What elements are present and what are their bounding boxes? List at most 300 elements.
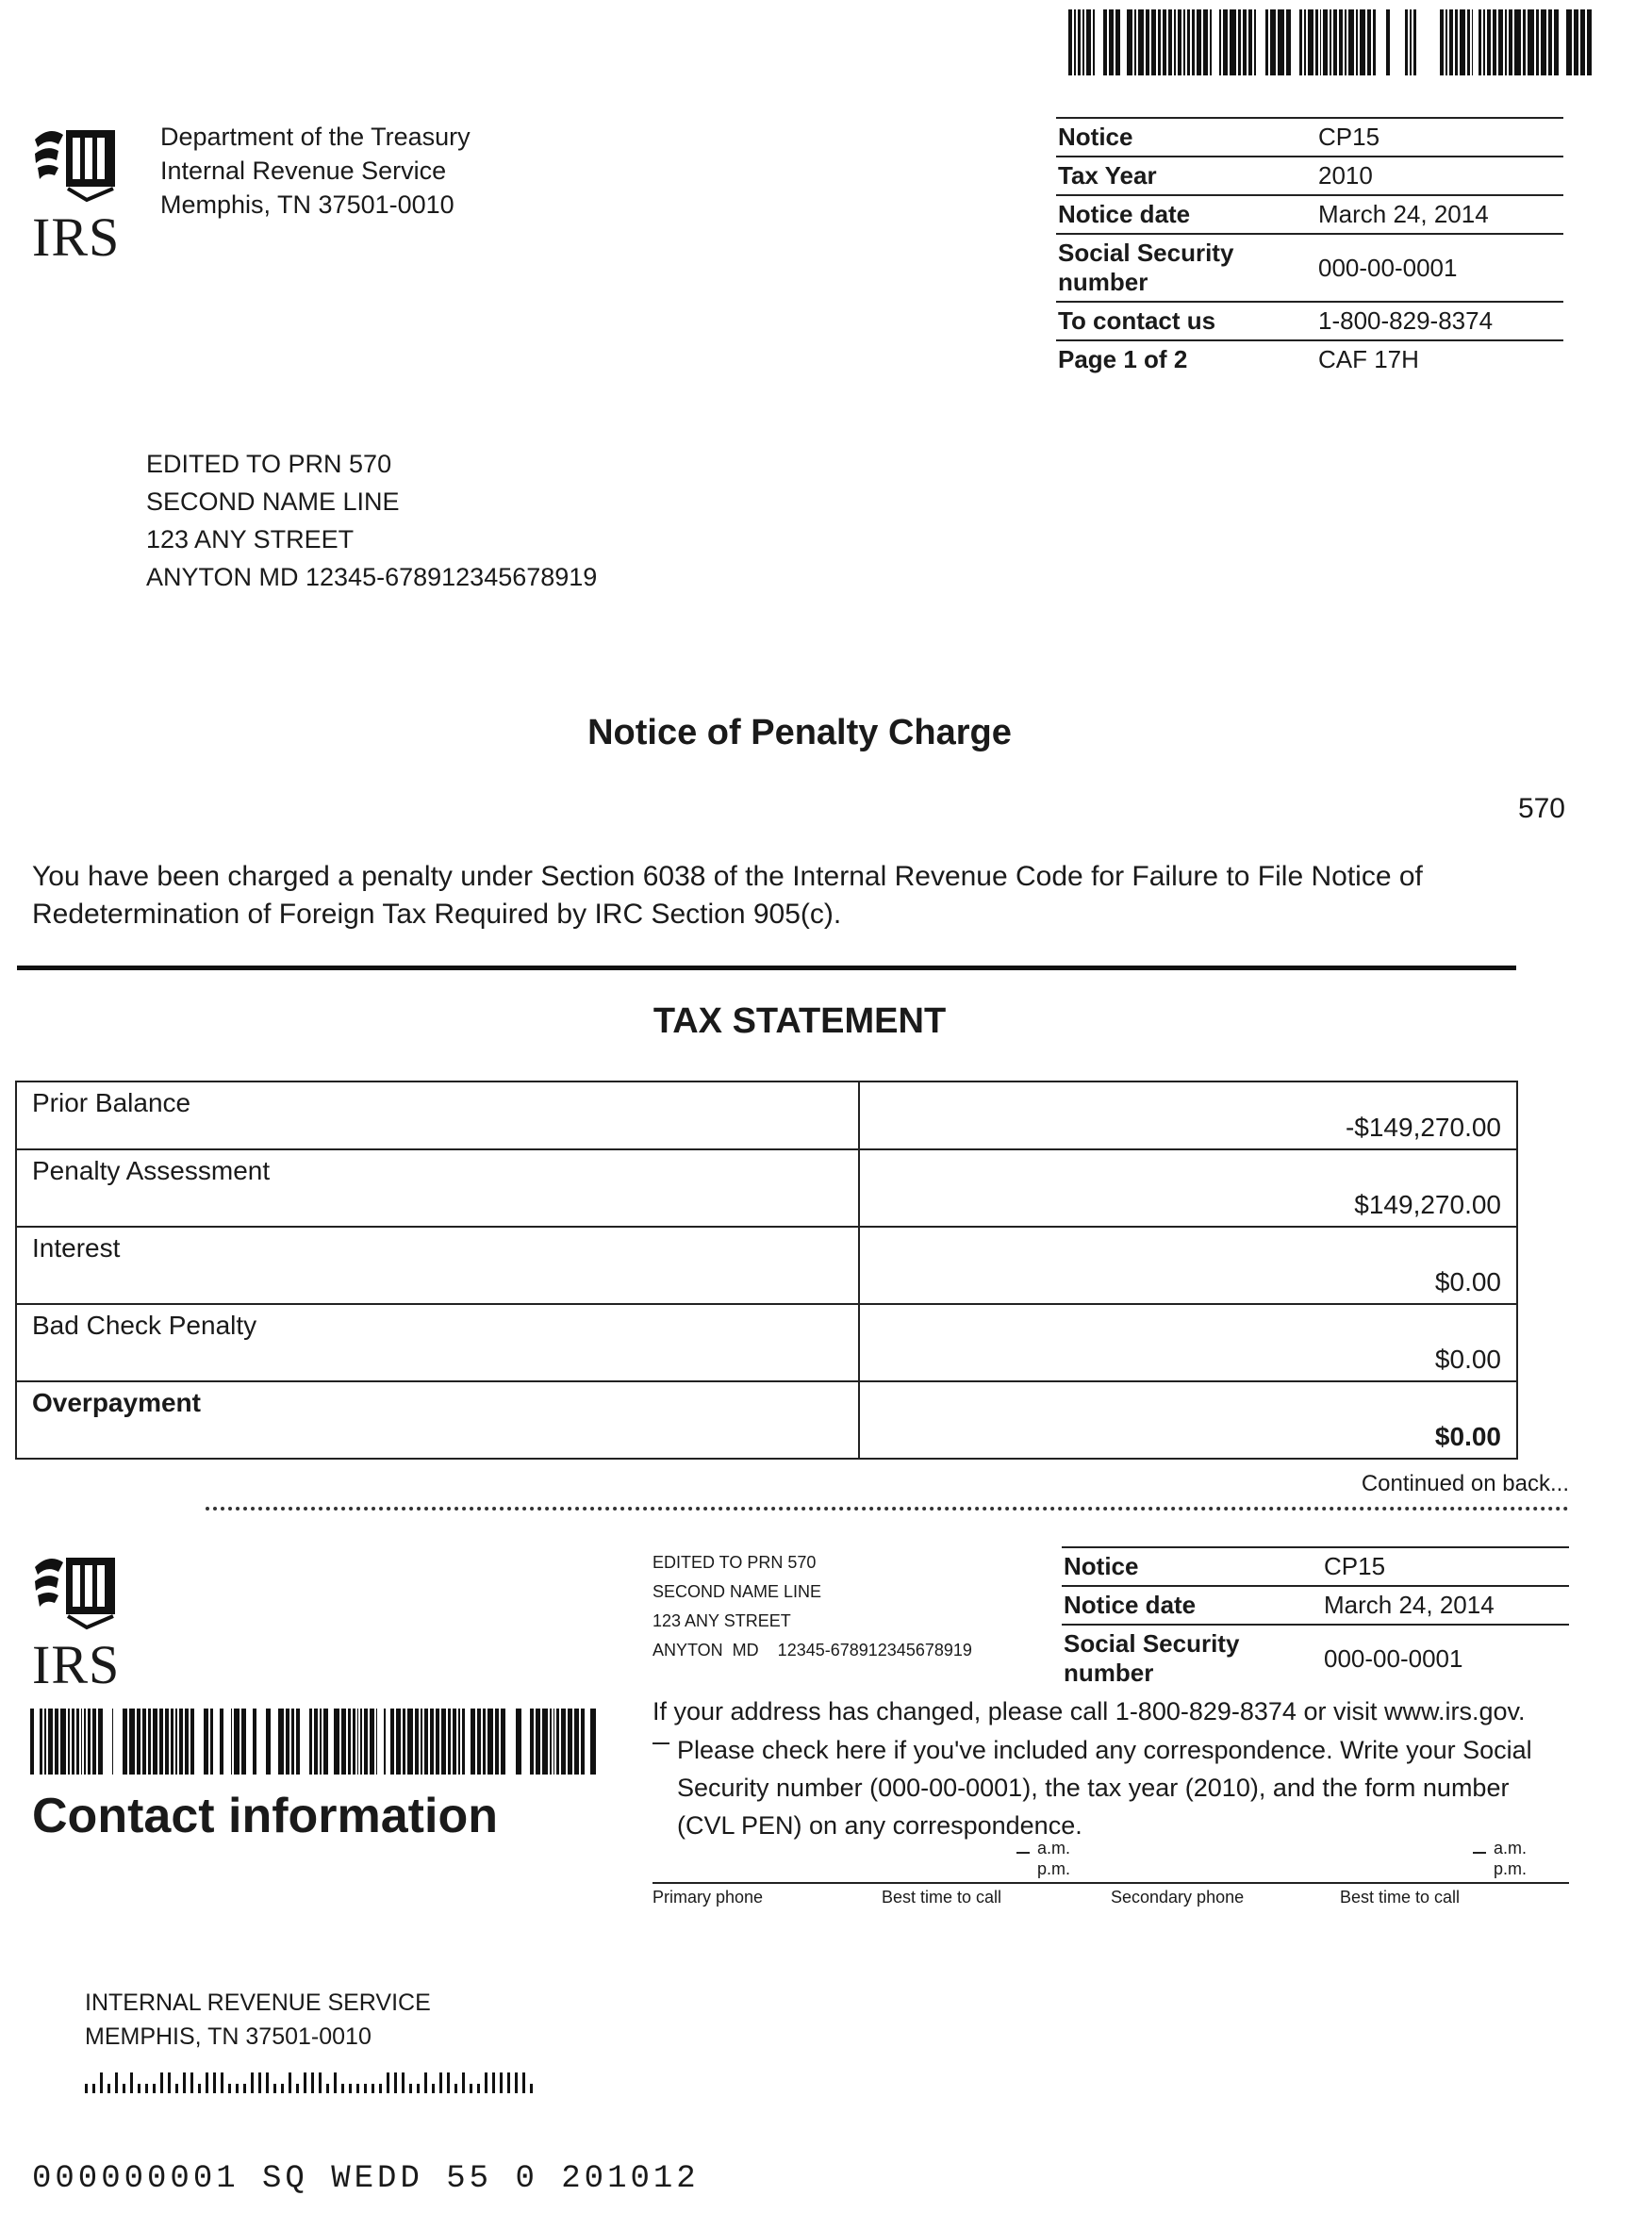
address-line: ANYTON MD 12345-678912345678919 bbox=[653, 1641, 972, 1659]
barcode-bar bbox=[1151, 9, 1157, 75]
postal-bar bbox=[492, 2072, 495, 2093]
barcode-bar bbox=[129, 1709, 135, 1775]
row-value: $0.00 bbox=[859, 1304, 1517, 1381]
postal-bar bbox=[281, 2084, 284, 2093]
barcode-bar bbox=[1109, 9, 1115, 75]
postal-bar bbox=[530, 2084, 533, 2093]
info-row bbox=[1062, 1547, 1569, 1586]
barcode-bar bbox=[421, 1709, 422, 1775]
barcode-bar bbox=[1074, 9, 1076, 75]
barcode-bar bbox=[568, 1709, 572, 1775]
postal-bar bbox=[402, 2072, 405, 2093]
info-row bbox=[1056, 195, 1563, 234]
barcode-bar bbox=[1265, 9, 1268, 75]
postal-bar bbox=[432, 2084, 435, 2093]
info-value: March 24, 2014 bbox=[1316, 195, 1563, 234]
info-label: Tax Year bbox=[1056, 157, 1316, 195]
barcode-bar bbox=[542, 1709, 548, 1775]
section-divider bbox=[17, 966, 1516, 970]
barcode-bar bbox=[1541, 9, 1546, 75]
info-label: Notice date bbox=[1056, 195, 1316, 234]
barcode-bar bbox=[1523, 9, 1527, 75]
barcode-bar bbox=[314, 1709, 318, 1775]
postal-bar bbox=[168, 2072, 171, 2093]
postal-bar bbox=[462, 2072, 465, 2093]
info-value: March 24, 2014 bbox=[1322, 1586, 1569, 1625]
postal-bar bbox=[85, 2084, 88, 2093]
table-row bbox=[16, 1227, 1517, 1304]
barcode-bar bbox=[175, 1709, 177, 1775]
agency-line: Memphis, TN 37501-0010 bbox=[160, 190, 454, 219]
barcode-bar bbox=[153, 1709, 157, 1775]
barcode-bar bbox=[204, 1709, 208, 1775]
barcode-bar bbox=[348, 1709, 351, 1775]
address-line: MEMPHIS, TN 37501-0010 bbox=[85, 2023, 372, 2050]
irs-logo-stub bbox=[30, 1548, 134, 1695]
barcode-bar bbox=[320, 1709, 322, 1775]
postal-bar bbox=[356, 2084, 359, 2093]
postal-bar bbox=[424, 2072, 427, 2093]
barcode-bar bbox=[1320, 9, 1322, 75]
notice-body: You have been charged a penalty under Section 6038 of the Internal Revenue Code for Failure to File Notice of Redetermination of Foreign Tax Required by IRC Section 905(c). bbox=[32, 861, 1423, 930]
address-line: EDITED TO PRN 570 bbox=[653, 1553, 817, 1572]
barcode-bar bbox=[1197, 9, 1201, 75]
postal-bar bbox=[326, 2084, 329, 2093]
barcode-bar bbox=[477, 1709, 481, 1775]
barcode-bar bbox=[241, 1709, 246, 1775]
info-value: 000-00-0001 bbox=[1316, 234, 1563, 302]
postal-bar bbox=[394, 2072, 397, 2093]
barcode-bar bbox=[76, 1709, 78, 1775]
postal-bar bbox=[485, 2072, 487, 2093]
barcode-bar bbox=[1178, 9, 1181, 75]
postal-bar bbox=[409, 2084, 412, 2093]
table-row bbox=[16, 1304, 1517, 1381]
row-label: Overpayment bbox=[16, 1381, 859, 1459]
info-value: CAF 17H bbox=[1318, 345, 1419, 373]
barcode-bar bbox=[556, 1709, 558, 1775]
barcode-bar bbox=[1345, 9, 1346, 75]
barcode-bar bbox=[1373, 9, 1376, 75]
phone-labels bbox=[653, 1888, 1569, 1907]
barcode-bar bbox=[550, 1709, 552, 1775]
postal-bar bbox=[296, 2084, 299, 2093]
barcode-bar bbox=[1323, 9, 1328, 75]
info-label: To contact us bbox=[1056, 302, 1316, 340]
barcode-bar bbox=[234, 1709, 240, 1775]
barcode-bar bbox=[471, 1709, 475, 1775]
barcode-bar bbox=[142, 1709, 146, 1775]
barcode-bar bbox=[1356, 9, 1358, 75]
barcode-bar bbox=[448, 1709, 450, 1775]
barcode-bar bbox=[501, 1709, 506, 1775]
phone-line[interactable] bbox=[653, 1882, 1569, 1884]
barcode-bar bbox=[98, 1709, 103, 1775]
barcode-bar bbox=[1183, 9, 1185, 75]
barcode-bar bbox=[148, 1709, 150, 1775]
barcode-bar bbox=[390, 1709, 394, 1775]
barcode-bar bbox=[1514, 9, 1520, 75]
barcode-bar bbox=[1528, 9, 1533, 75]
barcode-bar bbox=[1138, 9, 1144, 75]
barcode-bar bbox=[334, 1709, 339, 1775]
continued-note: Continued on back... bbox=[1361, 1471, 1569, 1496]
barcode-bar bbox=[291, 1709, 294, 1775]
eagle-seal-icon bbox=[30, 121, 124, 206]
postal-bar bbox=[206, 2072, 208, 2093]
barcode-bar bbox=[44, 1709, 46, 1775]
info-row bbox=[1056, 118, 1563, 157]
am-label: a.m. bbox=[1037, 1839, 1071, 1858]
barcode-bar bbox=[1093, 9, 1096, 75]
barcode-bar bbox=[1483, 9, 1485, 75]
postal-bar bbox=[123, 2084, 125, 2093]
postal-bar bbox=[130, 2072, 133, 2093]
postal-bar bbox=[213, 2072, 216, 2093]
am-checkbox-1[interactable] bbox=[1016, 1842, 1030, 1854]
secondary-phone-label: Secondary phone bbox=[1111, 1888, 1245, 1907]
notice-code: 570 bbox=[1517, 793, 1565, 824]
barcode-bar bbox=[341, 1709, 347, 1775]
barcode-bar bbox=[1127, 9, 1132, 75]
postal-bar bbox=[500, 2072, 503, 2093]
barcode-bar bbox=[159, 1709, 163, 1775]
barcode-bar bbox=[112, 1709, 114, 1775]
barcode-bar bbox=[72, 1709, 74, 1775]
barcode-bar bbox=[1493, 9, 1497, 75]
barcode-bar bbox=[1304, 9, 1307, 75]
barcode-bar bbox=[1405, 9, 1408, 75]
barcode-bar bbox=[137, 1709, 141, 1775]
postal-bar bbox=[266, 2072, 269, 2093]
barcode-bar bbox=[487, 1709, 493, 1775]
barcode-bar bbox=[1348, 9, 1354, 75]
address-change-note: If your address has changed, please call 1-800-829-8374 or visit www.irs.gov. bbox=[653, 1697, 1526, 1725]
postal-bar bbox=[258, 2072, 261, 2093]
barcode-bar bbox=[1254, 9, 1257, 75]
barcode-bar bbox=[403, 1709, 405, 1775]
postal-bar bbox=[470, 2084, 472, 2093]
postal-bar bbox=[190, 2072, 193, 2093]
row-label: Prior Balance bbox=[16, 1081, 859, 1149]
pm-label: p.m. bbox=[1037, 1859, 1071, 1878]
barcode-bar bbox=[1278, 9, 1283, 75]
barcode-bar bbox=[1115, 9, 1120, 75]
scanline: 000000001 SQ WEDD 55 0 201012 bbox=[32, 2161, 700, 2197]
barcode-bar bbox=[1270, 9, 1276, 75]
info-value: CP15 bbox=[1322, 1547, 1569, 1586]
best-time-label: Best time to call bbox=[1340, 1888, 1461, 1907]
postal-bar bbox=[477, 2084, 480, 2093]
correspondence-note: Please check here if you've included any correspondence. Write your Social Security number (000-00-0001), the tax year (2010), and the form number (CVL PEN) on any correspondence. bbox=[677, 1736, 1532, 1840]
barcode-bar bbox=[1168, 9, 1173, 75]
barcode-bar bbox=[1460, 9, 1465, 75]
info-row bbox=[1062, 1586, 1569, 1625]
barcode-bar bbox=[266, 1709, 272, 1775]
postal-bar bbox=[379, 2084, 382, 2093]
barcode-bar bbox=[1339, 9, 1344, 75]
agency-line: Internal Revenue Service bbox=[160, 157, 447, 185]
postal-bar bbox=[387, 2072, 389, 2093]
postal-bar bbox=[153, 2084, 156, 2093]
barcode-bar bbox=[1587, 9, 1592, 75]
info-row bbox=[1056, 302, 1563, 340]
barcode-bar bbox=[55, 1709, 58, 1775]
postal-bar bbox=[175, 2084, 178, 2093]
barcode-bar bbox=[48, 1709, 53, 1775]
barcode-bar bbox=[1315, 9, 1318, 75]
barcode-bar bbox=[1367, 9, 1372, 75]
stub-barcode bbox=[30, 1709, 600, 1775]
barcode-bar bbox=[30, 1709, 34, 1775]
barcode-bar bbox=[407, 1709, 413, 1775]
info-label: Page 1 of 2 bbox=[1058, 345, 1188, 373]
postal-bar bbox=[372, 2084, 374, 2093]
barcode-bar bbox=[179, 1709, 183, 1775]
barcode-bar bbox=[1410, 9, 1412, 75]
barcode-bar bbox=[396, 1709, 401, 1775]
barcode-bar bbox=[92, 1709, 96, 1775]
row-label: Penalty Assessment bbox=[16, 1149, 859, 1227]
barcode-bar bbox=[495, 1709, 499, 1775]
contact-information-title: Contact information bbox=[32, 1789, 498, 1843]
barcode-bar bbox=[1082, 9, 1084, 75]
row-value: $149,270.00 bbox=[859, 1149, 1517, 1227]
barcode-bar bbox=[1580, 9, 1586, 75]
barcode-bar bbox=[68, 1709, 70, 1775]
barcode-bar bbox=[1505, 9, 1507, 75]
barcode-bar bbox=[1536, 9, 1540, 75]
barcode-bar bbox=[1548, 9, 1553, 75]
postal-bar bbox=[289, 2072, 291, 2093]
barcode-bar bbox=[1286, 9, 1292, 75]
address-line: SECOND NAME LINE bbox=[653, 1582, 822, 1601]
info-row bbox=[1056, 157, 1563, 195]
info-row bbox=[1062, 1625, 1569, 1692]
barcode-bar bbox=[376, 1709, 378, 1775]
postal-bar bbox=[198, 2084, 201, 2093]
barcode-bar bbox=[590, 1709, 596, 1775]
postal-bar bbox=[447, 2072, 450, 2093]
irs-wordmark: IRS bbox=[32, 206, 121, 268]
barcode-bar bbox=[123, 1709, 127, 1775]
postal-bar bbox=[273, 2084, 276, 2093]
barcode-bar bbox=[1574, 9, 1578, 75]
barcode-bar bbox=[384, 1709, 386, 1775]
row-value: $0.00 bbox=[859, 1381, 1517, 1459]
barcode-bar bbox=[190, 1709, 195, 1775]
info-label: Notice bbox=[1062, 1547, 1322, 1586]
barcode-bar bbox=[1219, 9, 1221, 75]
info-row bbox=[1056, 234, 1563, 302]
barcode-bar bbox=[185, 1709, 188, 1775]
postal-bar bbox=[100, 2072, 103, 2093]
barcode-bar bbox=[1163, 9, 1166, 75]
barcode-bar bbox=[458, 1709, 460, 1775]
best-time-label: Best time to call bbox=[882, 1888, 1002, 1907]
info-label: Notice bbox=[1056, 118, 1316, 157]
barcode-bar bbox=[1223, 9, 1229, 75]
barcode-bar bbox=[1243, 9, 1247, 75]
barcode-bar bbox=[530, 1709, 534, 1775]
barcode-bar bbox=[1238, 9, 1242, 75]
address-line: SECOND NAME LINE bbox=[146, 487, 400, 516]
barcode-bar bbox=[516, 1709, 521, 1775]
postal-bar bbox=[221, 2072, 223, 2093]
barcode-bar bbox=[88, 1709, 91, 1775]
barcode-bar bbox=[462, 1709, 465, 1775]
postal-bar bbox=[160, 2072, 163, 2093]
barcode-bar bbox=[415, 1709, 419, 1775]
agency-block bbox=[160, 120, 471, 222]
barcode-bar bbox=[441, 1709, 446, 1775]
barcode-bar bbox=[1554, 9, 1559, 75]
barcode-bar bbox=[574, 1709, 579, 1775]
postal-bar bbox=[251, 2072, 254, 2093]
info-label: Social Security number bbox=[1064, 1629, 1240, 1687]
barcode-bar bbox=[1078, 9, 1082, 75]
info-row bbox=[1056, 340, 1563, 378]
barcode-bar bbox=[353, 1709, 355, 1775]
info-value: 1-800-829-8374 bbox=[1316, 302, 1563, 340]
barcode-bar bbox=[1472, 9, 1474, 75]
barcode-bar bbox=[1187, 9, 1190, 75]
barcode-bar bbox=[1467, 9, 1470, 75]
pm-label: p.m. bbox=[1494, 1859, 1528, 1878]
barcode-bar bbox=[1103, 9, 1107, 75]
postal-bar bbox=[319, 2072, 322, 2093]
row-value: -$149,270.00 bbox=[859, 1081, 1517, 1149]
barcode-bar bbox=[253, 1709, 256, 1775]
postal-bar bbox=[145, 2084, 148, 2093]
agency-line: Department of the Treasury bbox=[160, 123, 471, 151]
barcode-bar bbox=[1248, 9, 1252, 75]
barcode-bar bbox=[81, 1709, 83, 1775]
tear-line bbox=[206, 1507, 1569, 1511]
barcode-bar bbox=[561, 1709, 567, 1775]
barcode-bar bbox=[84, 1709, 86, 1775]
barcode-bar bbox=[323, 1709, 328, 1775]
stub-info-table bbox=[1062, 1546, 1569, 1692]
postal-bar bbox=[236, 2084, 239, 2093]
primary-phone-label: Primary phone bbox=[653, 1888, 764, 1907]
address-line: ANYTON MD 12345-678912345678919 bbox=[146, 563, 598, 591]
postal-barcode bbox=[85, 2071, 607, 2093]
address-line: INTERNAL REVENUE SERVICE bbox=[85, 1990, 431, 2016]
barcode-bar bbox=[1086, 9, 1091, 75]
barcode-bar bbox=[1068, 9, 1072, 75]
tax-statement-title: TAX STATEMENT bbox=[653, 1001, 947, 1041]
postal-bar bbox=[515, 2072, 518, 2093]
barcode-bar bbox=[60, 1709, 66, 1775]
barcode-bar bbox=[1449, 9, 1453, 75]
barcode-bar bbox=[1566, 9, 1572, 75]
stub-address bbox=[653, 1548, 972, 1665]
barcode-bar bbox=[370, 1709, 374, 1775]
barcode-bar bbox=[1210, 9, 1212, 75]
barcode-bar bbox=[424, 1709, 428, 1775]
table-row bbox=[16, 1149, 1517, 1227]
correspondence-checkbox[interactable] bbox=[653, 1742, 669, 1758]
barcode-bar bbox=[1413, 9, 1416, 75]
barcode-bar bbox=[364, 1709, 368, 1775]
barcode-bar bbox=[278, 1709, 284, 1775]
postal-bar bbox=[107, 2084, 110, 2093]
barcode-bar bbox=[165, 1709, 170, 1775]
barcode-bar bbox=[171, 1709, 173, 1775]
address-line: 123 ANY STREET bbox=[653, 1611, 791, 1630]
barcode-bar bbox=[1192, 9, 1196, 75]
barcode-bar bbox=[483, 1709, 486, 1775]
postal-bar bbox=[334, 2072, 337, 2093]
info-label: Social Security number bbox=[1056, 234, 1316, 302]
row-label: Bad Check Penalty bbox=[16, 1304, 859, 1381]
postal-bar bbox=[92, 2084, 95, 2093]
barcode-bar bbox=[453, 1709, 457, 1775]
address-line: 123 ANY STREET bbox=[146, 525, 355, 553]
postal-bar bbox=[311, 2072, 314, 2093]
postal-bar bbox=[243, 2084, 246, 2093]
barcode-bar bbox=[1158, 9, 1161, 75]
barcode-bar bbox=[40, 1709, 41, 1775]
barcode-bar bbox=[1299, 9, 1302, 75]
barcode-bar bbox=[309, 1709, 312, 1775]
postal-bar bbox=[417, 2084, 420, 2093]
address-line: EDITED TO PRN 570 bbox=[146, 450, 392, 478]
irs-logo bbox=[30, 121, 134, 268]
row-label: Interest bbox=[16, 1227, 859, 1304]
postal-bar bbox=[138, 2084, 140, 2093]
table-row bbox=[16, 1081, 1517, 1149]
barcode-bar bbox=[1330, 9, 1331, 75]
barcode-bar bbox=[231, 1709, 233, 1775]
table-row bbox=[16, 1381, 1517, 1459]
barcode-bar bbox=[1134, 9, 1136, 75]
info-value: 000-00-0001 bbox=[1324, 1643, 1463, 1673]
notice-title: Notice of Penalty Charge bbox=[587, 713, 1012, 752]
barcode-bar bbox=[536, 1709, 541, 1775]
tax-statement-table bbox=[15, 1081, 1518, 1460]
postal-bar bbox=[364, 2084, 367, 2093]
barcode-bar bbox=[360, 1709, 362, 1775]
postal-bar bbox=[522, 2072, 525, 2093]
barcode-bar bbox=[296, 1709, 300, 1775]
postal-bar bbox=[439, 2072, 442, 2093]
info-label: Notice date bbox=[1062, 1586, 1322, 1625]
barcode-bar bbox=[581, 1709, 585, 1775]
top-barcode bbox=[1068, 9, 1592, 75]
barcode-bar bbox=[1487, 9, 1491, 75]
postal-bar bbox=[115, 2072, 118, 2093]
barcode-bar bbox=[1509, 9, 1513, 75]
irs-wordmark: IRS bbox=[32, 1634, 121, 1695]
am-checkbox-2[interactable] bbox=[1473, 1842, 1486, 1854]
barcode-bar bbox=[210, 1709, 213, 1775]
barcode-bar bbox=[553, 1709, 555, 1775]
recipient-address bbox=[146, 445, 597, 596]
barcode-bar bbox=[1230, 9, 1235, 75]
postal-bar bbox=[228, 2084, 231, 2093]
irs-return-address bbox=[85, 1986, 431, 2054]
am-label: a.m. bbox=[1494, 1839, 1528, 1858]
barcode-bar bbox=[430, 1709, 433, 1775]
barcode-bar bbox=[220, 1709, 223, 1775]
barcode-bar bbox=[1333, 9, 1337, 75]
barcode-bar bbox=[1360, 9, 1365, 75]
eagle-seal-icon bbox=[30, 1548, 124, 1633]
barcode-bar bbox=[357, 1709, 359, 1775]
barcode-bar bbox=[1479, 9, 1481, 75]
